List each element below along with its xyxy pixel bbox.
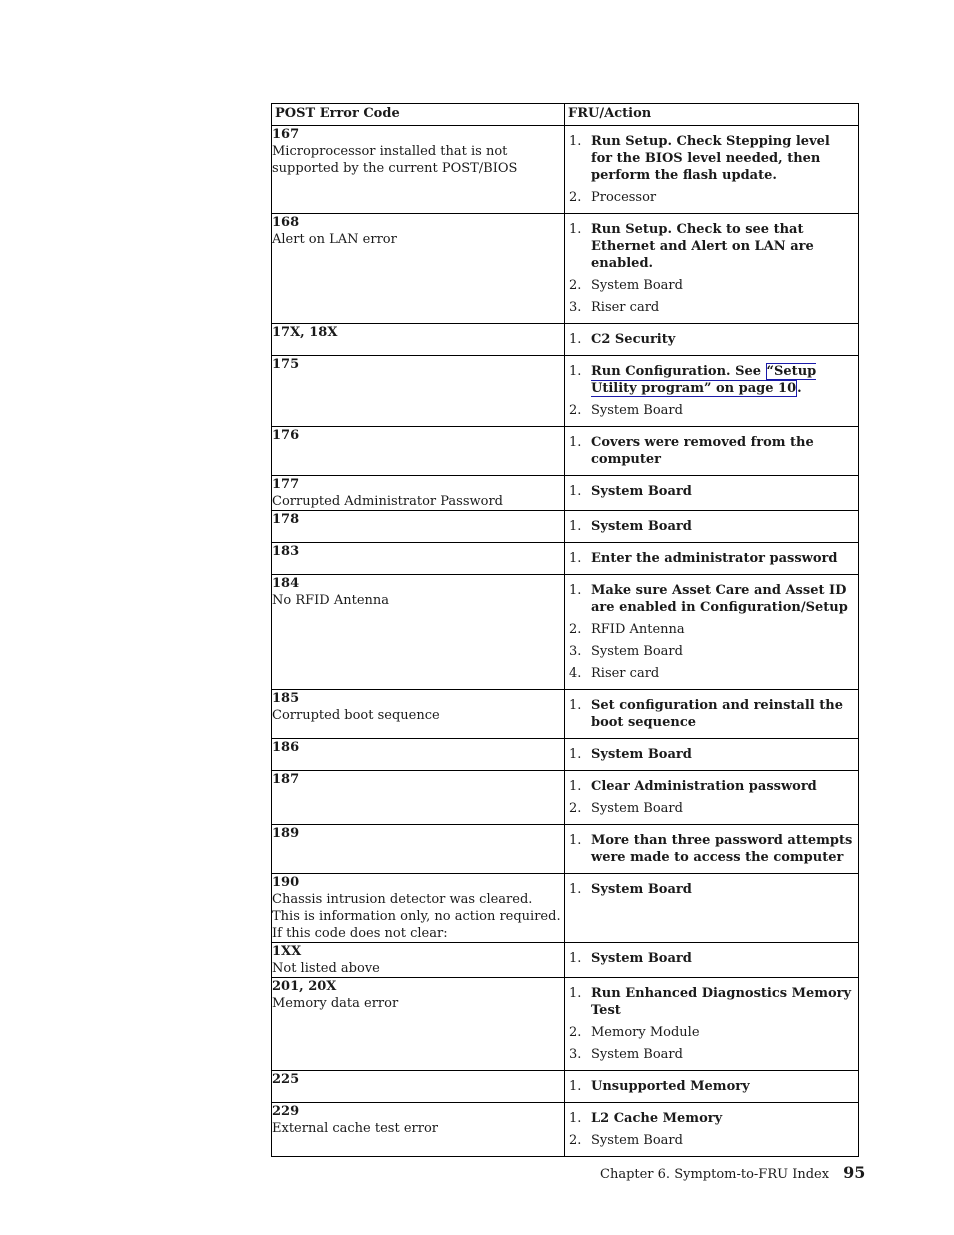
action-text: System Board	[591, 644, 683, 659]
action-list	[565, 543, 858, 574]
error-code: 187	[272, 772, 300, 787]
action-number: 2.	[569, 801, 582, 816]
action-number: 1.	[569, 882, 582, 897]
action-text: System Board	[591, 403, 683, 418]
action-number: 1.	[569, 833, 582, 848]
action-item	[565, 1078, 854, 1095]
fru-action-cell	[565, 476, 859, 511]
table-row	[272, 511, 859, 543]
action-list	[565, 690, 858, 738]
action-item	[565, 434, 854, 468]
error-code-cell	[272, 476, 565, 511]
table-body	[272, 126, 859, 1157]
error-code-cell	[272, 825, 565, 874]
error-code: 229	[272, 1104, 300, 1119]
table-row	[272, 1103, 859, 1157]
action-text: More than three password attempts were made to access the computer	[591, 833, 853, 865]
action-number: 2.	[569, 1025, 582, 1040]
action-text: Make sure Asset Care and Asset ID are enabled in Configuration/Setup	[591, 583, 848, 615]
table-row	[272, 126, 859, 214]
action-item	[565, 832, 854, 866]
action-number: 2.	[569, 278, 582, 293]
action-number: 1.	[569, 583, 582, 598]
error-description: No RFID Antenna	[272, 593, 390, 608]
action-list	[565, 739, 858, 770]
action-number: 1.	[569, 332, 582, 347]
action-list	[565, 943, 858, 974]
table-row	[272, 1071, 859, 1103]
action-item	[565, 800, 854, 817]
error-code: 178	[272, 512, 300, 527]
action-text: Enter the administrator password	[591, 551, 838, 566]
action-list	[565, 476, 858, 507]
action-text: System Board	[591, 747, 692, 762]
setup-utility-link[interactable]: “Setup Utility program” on page 10	[591, 364, 817, 396]
fru-action-cell	[565, 126, 859, 214]
error-code-cell	[272, 1071, 565, 1103]
action-text	[591, 363, 854, 397]
action-item	[565, 133, 854, 184]
post-error-table	[271, 103, 859, 1157]
error-code-cell	[272, 324, 565, 356]
action-number: 3.	[569, 300, 582, 315]
action-text: System Board	[591, 1047, 683, 1062]
action-list	[565, 874, 858, 905]
table-row	[272, 356, 859, 427]
fru-action-cell	[565, 943, 859, 978]
error-code-cell	[272, 511, 565, 543]
action-item	[565, 950, 854, 967]
error-code-cell	[272, 874, 565, 943]
action-item	[565, 550, 854, 567]
error-code-cell	[272, 771, 565, 825]
error-code: 201, 20X	[272, 979, 337, 994]
action-item	[565, 582, 854, 616]
fru-action-cell	[565, 511, 859, 543]
action-item	[565, 189, 854, 206]
error-description: External cache test error	[272, 1121, 438, 1136]
footer-chapter: Chapter 6. Symptom-to-FRU Index	[600, 1167, 830, 1182]
table-row	[272, 324, 859, 356]
error-description: Corrupted Administrator Password	[272, 494, 503, 509]
table-row	[272, 739, 859, 771]
fru-action-cell	[565, 739, 859, 771]
action-item	[565, 518, 854, 535]
error-code-cell	[272, 1103, 565, 1157]
action-number: 1.	[569, 747, 582, 762]
action-item	[565, 1046, 854, 1063]
error-code: 177	[272, 477, 300, 492]
action-item	[565, 621, 854, 638]
action-text: Riser card	[591, 666, 660, 681]
action-number: 3.	[569, 644, 582, 659]
action-item	[565, 483, 854, 500]
action-text: System Board	[591, 519, 692, 534]
action-item	[565, 778, 854, 795]
action-text: C2 Security	[591, 332, 676, 347]
error-description: Not listed above	[272, 961, 380, 976]
action-text: RFID Antenna	[591, 622, 685, 637]
action-text: System Board	[591, 801, 683, 816]
action-number: 2.	[569, 403, 582, 418]
action-number: 1.	[569, 134, 582, 149]
action-item	[565, 697, 854, 731]
error-code-cell	[272, 427, 565, 476]
fru-action-cell	[565, 1103, 859, 1157]
action-number: 3.	[569, 1047, 582, 1062]
action-number: 2.	[569, 190, 582, 205]
action-item	[565, 331, 854, 348]
fru-action-cell	[565, 825, 859, 874]
action-text: Covers were removed from the computer	[591, 435, 814, 467]
action-list	[565, 324, 858, 355]
action-text: Unsupported Memory	[591, 1079, 750, 1094]
fru-action-cell	[565, 543, 859, 575]
table-row	[272, 476, 859, 511]
fru-action-cell	[565, 1071, 859, 1103]
action-list	[565, 978, 858, 1070]
action-list	[565, 126, 858, 213]
error-code: 190	[272, 875, 300, 890]
table-row	[272, 978, 859, 1071]
action-text: L2 Cache Memory	[591, 1111, 723, 1126]
error-code: 176	[272, 428, 300, 443]
page-number: 95	[843, 1163, 866, 1182]
action-text: Set configuration and reinstall the boot sequence	[591, 698, 843, 730]
error-code: 167	[272, 127, 300, 142]
table-row	[272, 690, 859, 739]
action-number: 1.	[569, 551, 582, 566]
error-code: 189	[272, 826, 300, 841]
header-post-error-code: POST Error Code	[272, 104, 565, 126]
fru-action-cell	[565, 874, 859, 943]
table-row	[272, 427, 859, 476]
error-code-cell	[272, 214, 565, 324]
error-code: 175	[272, 357, 300, 372]
action-text: System Board	[591, 278, 683, 293]
error-code-cell	[272, 575, 565, 690]
action-text: Memory Module	[591, 1025, 700, 1040]
action-list	[565, 511, 858, 542]
error-code-cell	[272, 978, 565, 1071]
table-row	[272, 214, 859, 324]
action-item	[565, 1110, 854, 1127]
table-header-row	[272, 104, 859, 126]
action-number: 1.	[569, 951, 582, 966]
action-number: 1.	[569, 222, 582, 237]
action-number: 1.	[569, 779, 582, 794]
action-item	[565, 746, 854, 763]
action-number: 1.	[569, 364, 582, 379]
action-item	[565, 363, 854, 397]
fru-action-cell	[565, 771, 859, 825]
action-list	[565, 1071, 858, 1102]
action-item	[565, 221, 854, 272]
error-description: Alert on LAN error	[272, 232, 397, 247]
action-text: System Board	[591, 484, 692, 499]
action-item	[565, 1132, 854, 1149]
error-code-cell	[272, 126, 565, 214]
action-number: 2.	[569, 622, 582, 637]
error-code: 1XX	[272, 944, 302, 959]
error-code: 225	[272, 1072, 300, 1087]
action-text: System Board	[591, 951, 692, 966]
action-item	[565, 1024, 854, 1041]
table-row	[272, 543, 859, 575]
action-item	[565, 402, 854, 419]
error-code: 183	[272, 544, 300, 559]
action-number: 1.	[569, 435, 582, 450]
table-row	[272, 575, 859, 690]
fru-action-cell	[565, 978, 859, 1071]
action-text-lead: Run Configuration. See	[591, 364, 766, 379]
action-list	[565, 575, 858, 689]
fru-action-cell	[565, 356, 859, 427]
action-item	[565, 643, 854, 660]
action-item	[565, 299, 854, 316]
action-text-tail: .	[797, 381, 802, 396]
action-item	[565, 665, 854, 682]
action-text: Run Setup. Check Stepping level for the BIOS level needed, then perform the flash update.	[591, 134, 830, 183]
action-text: Riser card	[591, 300, 660, 315]
action-item	[565, 881, 854, 898]
action-number: 2.	[569, 1133, 582, 1148]
table-row	[272, 943, 859, 978]
error-description: Memory data error	[272, 996, 399, 1011]
fru-action-cell	[565, 690, 859, 739]
action-text: Run Setup. Check to see that Ethernet and Alert on LAN are enabled.	[591, 222, 814, 271]
error-code: 185	[272, 691, 300, 706]
action-text: Processor	[591, 190, 657, 205]
action-item	[565, 985, 854, 1019]
action-number: 1.	[569, 484, 582, 499]
error-code: 184	[272, 576, 300, 591]
action-list	[565, 825, 858, 873]
error-description: Chassis intrusion detector was cleared. This is information only, no action required. If this code does not clear:	[272, 892, 561, 941]
page-footer	[600, 1163, 866, 1182]
error-code-cell	[272, 543, 565, 575]
fru-action-cell	[565, 324, 859, 356]
error-code: 17X, 18X	[272, 325, 338, 340]
table-row	[272, 825, 859, 874]
action-list	[565, 771, 858, 824]
action-number: 1.	[569, 698, 582, 713]
action-text: System Board	[591, 1133, 683, 1148]
action-text: System Board	[591, 882, 692, 897]
fru-action-cell	[565, 427, 859, 476]
table-row	[272, 874, 859, 943]
action-number: 1.	[569, 519, 582, 534]
fru-action-cell	[565, 575, 859, 690]
action-text: Run Enhanced Diagnostics Memory Test	[591, 986, 852, 1018]
action-list	[565, 356, 858, 426]
error-description: Microprocessor installed that is not supported by the current POST/BIOS	[272, 144, 518, 176]
action-number: 1.	[569, 1079, 582, 1094]
error-code-cell	[272, 943, 565, 978]
action-number: 4.	[569, 666, 582, 681]
action-number: 1.	[569, 986, 582, 1001]
action-text: Clear Administration password	[591, 779, 817, 794]
header-fru-action: FRU/Action	[565, 104, 859, 126]
error-code-cell	[272, 356, 565, 427]
error-description: Corrupted boot sequence	[272, 708, 440, 723]
error-code-cell	[272, 690, 565, 739]
error-code-cell	[272, 739, 565, 771]
action-item	[565, 277, 854, 294]
fru-action-cell	[565, 214, 859, 324]
action-list	[565, 427, 858, 475]
action-list	[565, 214, 858, 323]
error-code: 186	[272, 740, 300, 755]
table-row	[272, 771, 859, 825]
action-list	[565, 1103, 858, 1156]
error-code: 168	[272, 215, 300, 230]
action-number: 1.	[569, 1111, 582, 1126]
